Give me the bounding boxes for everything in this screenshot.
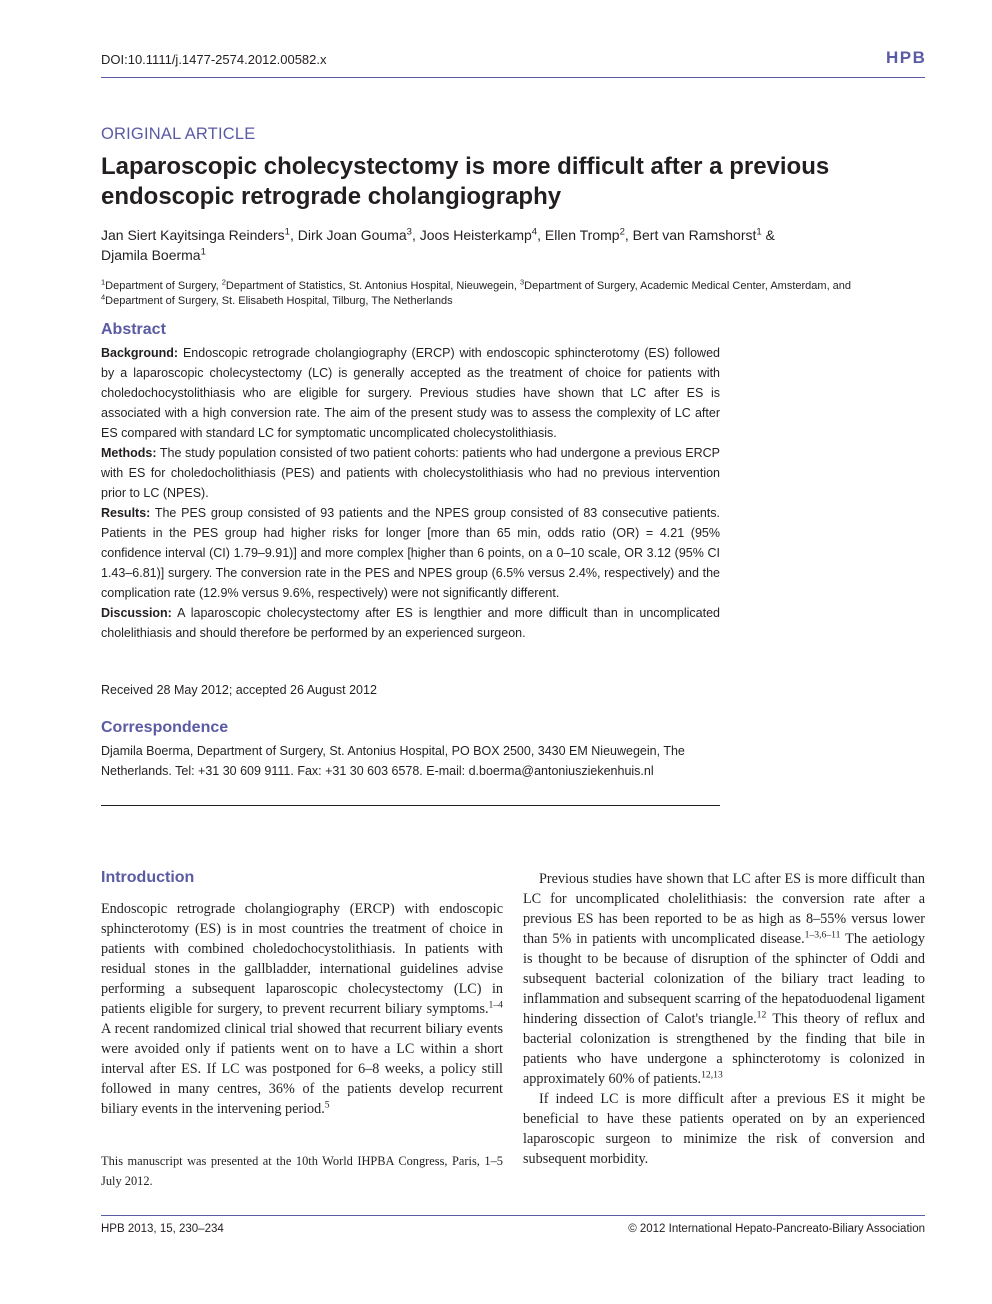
correspondence-heading: Correspondence <box>101 719 229 736</box>
abstract-divider <box>101 805 720 806</box>
introduction-heading: Introduction <box>101 869 195 886</box>
body-text: A recent randomized clinical trial showed that recurrent biliary events were avoided only if patients went on to have a LC within a short interval after ES. If LC was postponed for 6–8 weeks, a policy still followed in many centres, 36% of the patients develop recurrent biliary events in the intervening period. <box>101 1021 503 1117</box>
abstract-background-text: Endoscopic retrograde cholangiography (ERCP) with endoscopic sphincterotomy (ES) followed by a laparoscopic cholecystectomy (LC) is generally accepted as the treatment of choice for patients with choledochocystolithiasis who are eligible for surgery. Previous studies have shown that LC after ES is associated with a high conversion rate. The aim of the present study was to assess the complexity of LC after ES compared with standard LC for symptomatic uncomplicated cholecystolithiasis. <box>101 346 720 440</box>
author-affiliation-ref: 1 <box>756 226 762 238</box>
footnote: This manuscript was presented at the 10th World IHPBA Congress, Paris, 1–5 July 2012. <box>101 1154 503 1188</box>
footer-divider <box>101 1215 925 1216</box>
header-divider <box>101 77 925 78</box>
author-name: Bert van Ramshorst <box>632 227 757 243</box>
article-title: Laparoscopic cholecystectomy is more difficult after a previous endoscopic retrograde cholangiography <box>101 153 830 210</box>
affiliation-number: 3 <box>519 277 525 287</box>
citation-ref: 12,13 <box>701 1069 723 1081</box>
author-affiliation-ref: 1 <box>284 226 290 238</box>
author-list <box>101 225 881 265</box>
section-label: ORIGINAL ARTICLE <box>101 125 256 143</box>
author-separator: , <box>411 227 420 243</box>
body-text: This theory of reflux and bacterial colonization is strengthened by the finding that bile in patients who have undergone a sphincterotomy is colonized in approximately 60% of patients. <box>523 1011 925 1087</box>
citation-ref: 1–3,6–11 <box>804 929 841 941</box>
body-text: Endoscopic retrograde cholangiography (ERCP) with endoscopic sphincterotomy (ES) is in most countries the treatment of choice in patients with combined choledochocystolithiasis. In patients with residual stones in the gallbladder, international guidelines advise performing a subsequent laparoscopic cholecystectomy (LC) in patients eligible for surgery, to prevent recurrent biliary symptoms. <box>101 901 503 1017</box>
abstract-heading: Abstract <box>101 321 166 338</box>
affiliations <box>101 279 925 308</box>
introduction-left-column <box>101 899 503 1119</box>
abstract-body <box>101 343 720 643</box>
author-affiliation-ref: 1 <box>200 246 206 258</box>
correspondence-text <box>101 741 720 781</box>
doi-text: DOI:10.1111/j.1477-2574.2012.00582.x <box>101 52 327 67</box>
footer-copyright: © 2012 International Hepato-Pancreato-Biliary Association <box>628 1223 925 1235</box>
author-name: Dirk Joan Gouma <box>297 227 407 243</box>
received-dates: Received 28 May 2012; accepted 26 August 2012 <box>101 683 377 697</box>
citation-ref: 1–4 <box>488 999 503 1011</box>
author-affiliation-ref: 3 <box>406 226 412 238</box>
abstract-results-label: Results: <box>101 506 151 520</box>
affiliation-text: Department of Surgery, Academic Medical Center, Amsterdam, and <box>524 280 852 292</box>
abstract-methods-label: Methods: <box>101 446 157 460</box>
journal-logo: HPB <box>886 48 927 67</box>
citation-ref: 5 <box>324 1099 330 1111</box>
introduction-right-column <box>523 869 925 1169</box>
correspondence-line: Netherlands. Tel: +31 30 609 9111. Fax: +31 30 603 6578. E-mail: d.boerma@antoniusziekenhuis.nl <box>101 764 654 778</box>
author-separator: & <box>761 227 775 243</box>
body-text: Previous studies have shown that LC after ES is more difficult than LC for uncomplicated cholelithiasis: the conversion rate after a previous ES has been reported to be as high as 8–55% versus lower than 5% in patients with uncomplicated disease. <box>523 871 925 947</box>
abstract-results-text: The PES group consisted of 93 patients and the NPES group consisted of 83 consecutive patients. Patients in the PES group had higher risks for longer [more than 65 min, odds ratio (OR) = 4.21 (95% confidence interval (CI) 1.79–9.91)] and more complex [higher than 6 points, on a 0–10 scale, OR 3.12 (95% CI 1.43–6.81)] surgery. The conversion rate in the PES and NPES group (6.5% versus 2.4%, respectively) and the complication rate (12.9% versus 9.6%, respectively) were not significantly different. <box>101 506 720 600</box>
abstract-discussion-label: Discussion: <box>101 606 172 620</box>
author-affiliation-ref: 4 <box>531 226 538 238</box>
author-affiliation-ref: 2 <box>619 226 625 238</box>
affiliation-number: 4 <box>101 291 106 301</box>
introduction-paragraph <box>101 899 503 1119</box>
author-separator: , <box>289 227 298 243</box>
abstract-results <box>101 503 720 603</box>
author-name: Djamila Boerma <box>101 247 201 263</box>
affiliation-text: Department of Surgery, St. Elisabeth Hospital, Tilburg, The Netherlands <box>105 294 453 307</box>
citation-ref: 12 <box>756 1009 767 1021</box>
abstract-background-label: Background: <box>101 346 179 360</box>
abstract-discussion <box>101 603 720 643</box>
author-name: Jan Siert Kayitsinga Reinders <box>101 227 285 243</box>
affiliation-number: 1 <box>101 277 106 287</box>
author-separator: , <box>624 227 633 243</box>
correspondence-line: Djamila Boerma, Department of Surgery, St. Antonius Hospital, PO BOX 2500, 3430 EM Nieuwegein, The <box>101 744 685 758</box>
affiliation-text: Department of Statistics, St. Antonius Hospital, Nieuwegein, <box>225 280 520 292</box>
author-name: Ellen Tromp <box>544 227 620 243</box>
footer-citation: HPB 2013, 15, 230–234 <box>101 1223 224 1235</box>
author-name: Joos Heisterkamp <box>419 227 532 243</box>
abstract-methods-text: The study population consisted of two patient cohorts: patients who had undergone a previous ERCP with ES for choledocholithiasis (PES) and patients with cholecystolithiasis who had no previous intervention prior to LC (NPES). <box>101 446 721 500</box>
abstract-discussion-text: A laparoscopic cholecystectomy after ES is lengthier and more difficult than in uncomplicated cholelithiasis and should therefore be performed by an experienced surgeon. <box>101 606 720 640</box>
introduction-paragraph <box>523 869 925 1089</box>
affiliation-text: Department of Surgery, <box>105 280 222 292</box>
introduction-paragraph: If indeed LC is more difficult after a previous ES it might be beneficial to have these patients operated on by an experienced laparoscopic surgeon to minimize the risk of conversion and subsequent morbidity. <box>523 1091 925 1167</box>
abstract-background <box>101 343 720 443</box>
author-separator: , <box>537 227 545 243</box>
abstract-methods <box>101 443 720 503</box>
affiliation-number: 2 <box>221 277 226 287</box>
body-text: The aetiology is thought to be because of disruption of the sphincter of Oddi and subsequent bacterial colonization of the biliary tract leading to inflammation and subsequent scarring of the hepatoduodenal ligament hindering dissection of Calot's triangle. <box>523 931 925 1027</box>
